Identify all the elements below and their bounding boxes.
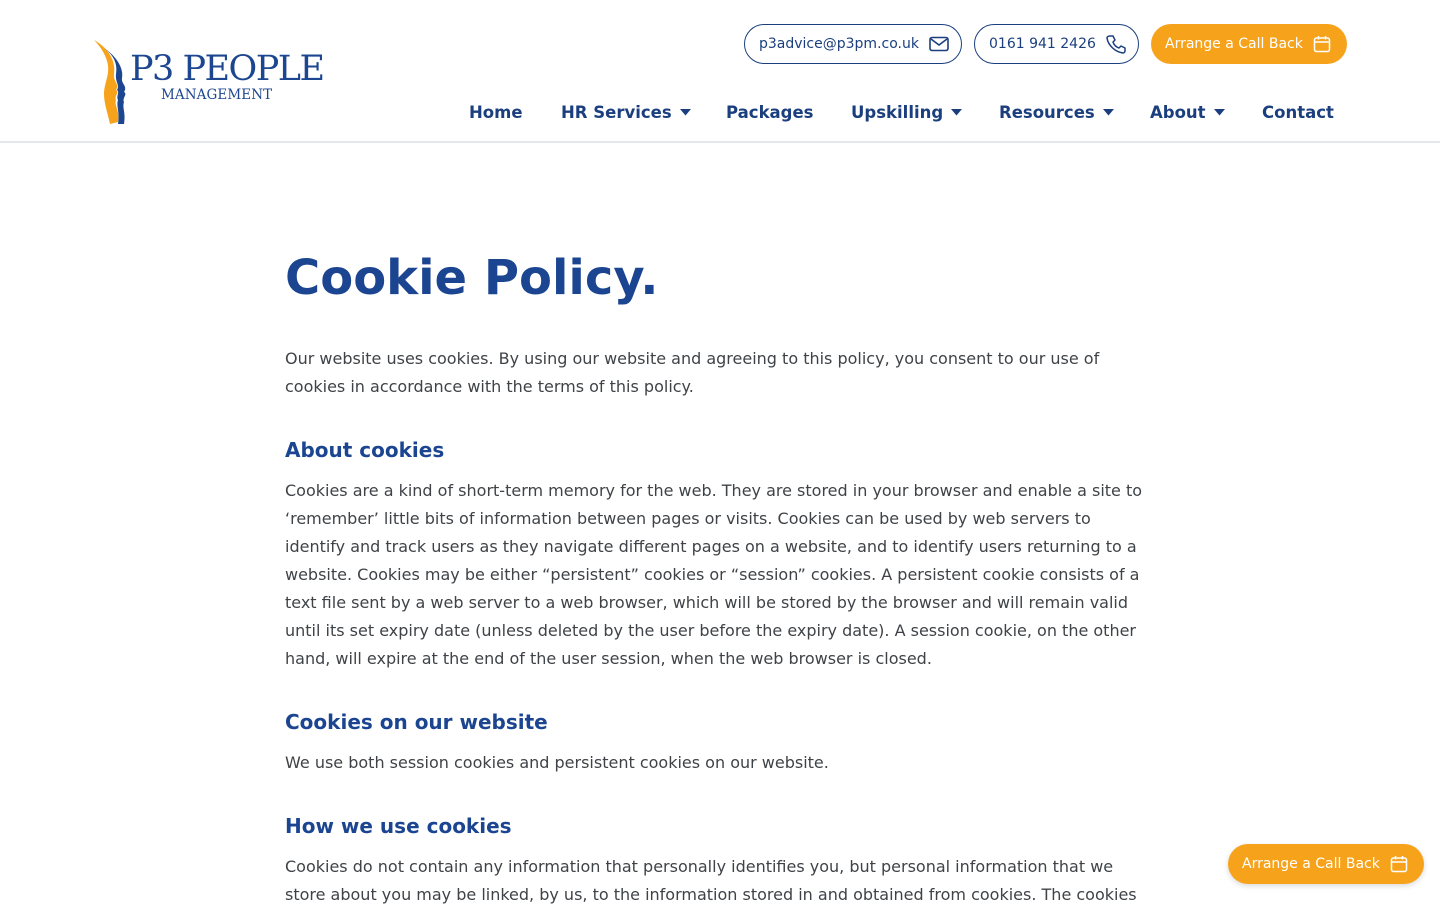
caret-down-icon <box>1214 109 1225 116</box>
phone-icon <box>1106 34 1126 54</box>
nav-item-resources[interactable] <box>999 103 1114 122</box>
section-heading-about-cookies: About cookies <box>285 438 445 462</box>
arrange-call-back-button[interactable] <box>1151 24 1347 64</box>
nav-item-about[interactable] <box>1150 103 1225 122</box>
nav-item-packages[interactable] <box>726 103 814 122</box>
mail-icon <box>929 36 949 52</box>
caret-down-icon <box>1103 109 1114 116</box>
caret-down-icon <box>951 109 962 116</box>
phone-label: 0161 941 2426 <box>989 36 1096 52</box>
nav-item-contact[interactable] <box>1262 103 1334 122</box>
nav-label: HR Services <box>561 103 672 122</box>
email-label: p3advice@p3pm.co.uk <box>759 36 919 52</box>
section-heading-cookies-on-website: Cookies on our website <box>285 710 548 734</box>
section-body-how-we-use-cookies: Cookies do not contain any information that personally identifies you, but personal information that we store about you may be linked, by us, to the information stored in and obtained from cookies. The cookies <box>285 857 1137 904</box>
arrange-call-back-label: Arrange a Call Back <box>1165 36 1303 52</box>
p3-people-management-logo[interactable] <box>90 38 324 126</box>
floating-cta-label: Arrange a Call Back <box>1242 856 1380 872</box>
nav-label: Packages <box>726 103 814 122</box>
calendar-icon <box>1313 35 1331 53</box>
intro-paragraph: Our website uses cookies. By using our website and agreeing to this policy, you consent to our use of cookies in accordance with the terms of this policy. <box>285 349 1100 396</box>
nav-item-upskilling[interactable] <box>851 103 962 122</box>
logo-brand-text: P3 PEOPLE <box>130 49 324 89</box>
nav-label: Upskilling <box>851 103 944 122</box>
section-body-about-cookies: Cookies are a kind of short-term memory for the web. They are stored in your browser and enable a site to ‘remember’ little bits of information between pages or visits. Cookies can be used by web servers to identify and track users as they navigate different pages on a website, and to identify users returning to a website. Cookies may be either “persistent” cookies or “session” cookies. A persistent cookie consists of a text file sent by a web server to a web browser, which will be stored by the browser and will remain valid until its set expiry date (unless deleted by the user before the expiry date). A session cookie, on the other hand, will expire at the end of the user session, when the web browser is closed. <box>285 481 1143 668</box>
email-button[interactable] <box>744 24 962 64</box>
floating-arrange-call-back-button[interactable] <box>1228 844 1424 884</box>
section-heading-how-we-use-cookies: How we use cookies <box>285 814 512 838</box>
logo-tagline-text: MANAGEMENT <box>161 87 273 103</box>
caret-down-icon <box>680 109 691 116</box>
nav-item-home[interactable] <box>469 103 523 122</box>
site-header <box>0 0 1440 143</box>
phone-button[interactable] <box>974 24 1139 64</box>
nav-label: Home <box>469 103 523 122</box>
nav-label: Contact <box>1262 103 1334 122</box>
nav-label: About <box>1150 103 1206 122</box>
section-body-cookies-on-website: We use both session cookies and persistent cookies on our website. <box>285 753 829 772</box>
nav-item-hr-services[interactable] <box>561 103 691 122</box>
calendar-icon <box>1390 855 1408 873</box>
nav-label: Resources <box>999 103 1095 122</box>
page-title: Cookie Policy. <box>285 250 659 306</box>
